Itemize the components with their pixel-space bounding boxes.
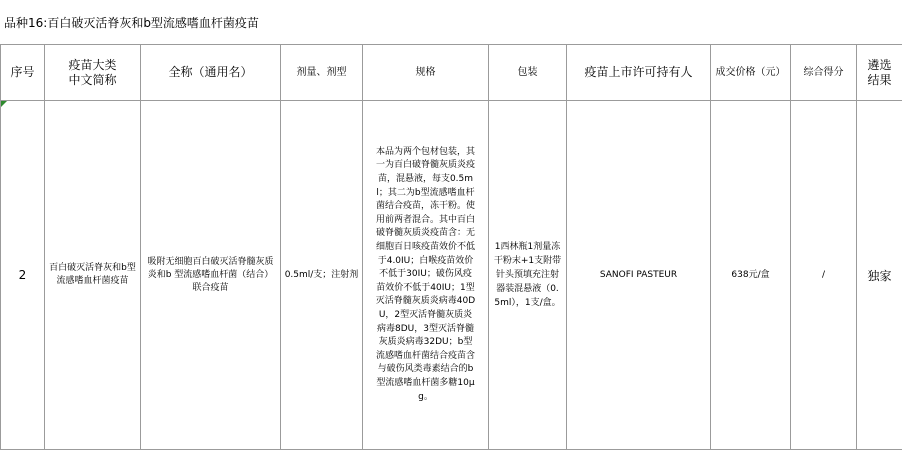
header-spec: 规格: [363, 45, 489, 101]
cell-package-text: 1西林瓶1剂量冻干粉末+1支附带针头预填充注射器装混悬液（0.5ml），1支/盒。: [494, 240, 562, 310]
cell-score: /: [791, 101, 857, 450]
vaccine-table: [0, 44, 902, 450]
cell-dosage: 0.5ml/支；注射剂: [281, 101, 363, 450]
page-title: 品种16:百白破灭活脊灰和b型流感嗜血杆菌疫苗: [4, 14, 259, 31]
header-price: 成交价格（元）: [711, 45, 791, 101]
header-fullname: 全称（通用名）: [141, 45, 281, 101]
cell-spec-text: 本品为两个包材包装，其一为百白破脊髓灰质炎疫苗，混悬液，每支0.5ml；其二为b型流感嗜血杆菌结合疫苗，冻干粉。使用前两者混合。其中百白破脊髓灰质炎疫苗含：无细胞百日咳疫苗效价不低于4.0IU；白喉疫苗效价不低于30IU；破伤风疫苗效价不低于40IU；1型灭活脊髓灰质炎病毒40DU，2型灭活脊髓灰质炎病毒8DU，3型灭活脊髓灰质炎病毒32DU；b型流感嗜血杆菌结合疫苗含与破伤风类毒素结合的b型流感嗜血杆菌多糖10μg。: [376, 146, 476, 404]
table-row: [1, 101, 902, 450]
cell-price: 638元/盒: [711, 101, 791, 450]
cell-holder: SANOFI PASTEUR: [567, 101, 711, 450]
cell-spec: [363, 101, 489, 450]
header-package: 包装: [489, 45, 567, 101]
cell-category: [45, 101, 141, 450]
cell-fullname-text: 吸附无细胞百白破灭活脊髓灰质炎和b 型流感嗜血杆菌（结合）联合疫苗: [147, 256, 275, 295]
comment-indicator-icon: [1, 101, 7, 107]
header-holder: 疫苗上市许可持有人: [567, 45, 711, 101]
header-category: 疫苗大类 中文简称: [45, 45, 141, 101]
cell-result: 独家: [857, 101, 902, 450]
header-row: [1, 45, 902, 101]
header-result: 遴选 结果: [857, 45, 902, 101]
header-score: 综合得分: [791, 45, 857, 101]
cell-seq: 2: [1, 101, 45, 450]
cell-fullname: [141, 101, 281, 450]
cell-category-text: 百白破灭活脊灰和b型流感嗜血杆菌疫苗: [49, 262, 137, 288]
header-dosage: 剂量、剂型: [281, 45, 363, 101]
header-seq: 序号: [1, 45, 45, 101]
cell-package: [489, 101, 567, 450]
